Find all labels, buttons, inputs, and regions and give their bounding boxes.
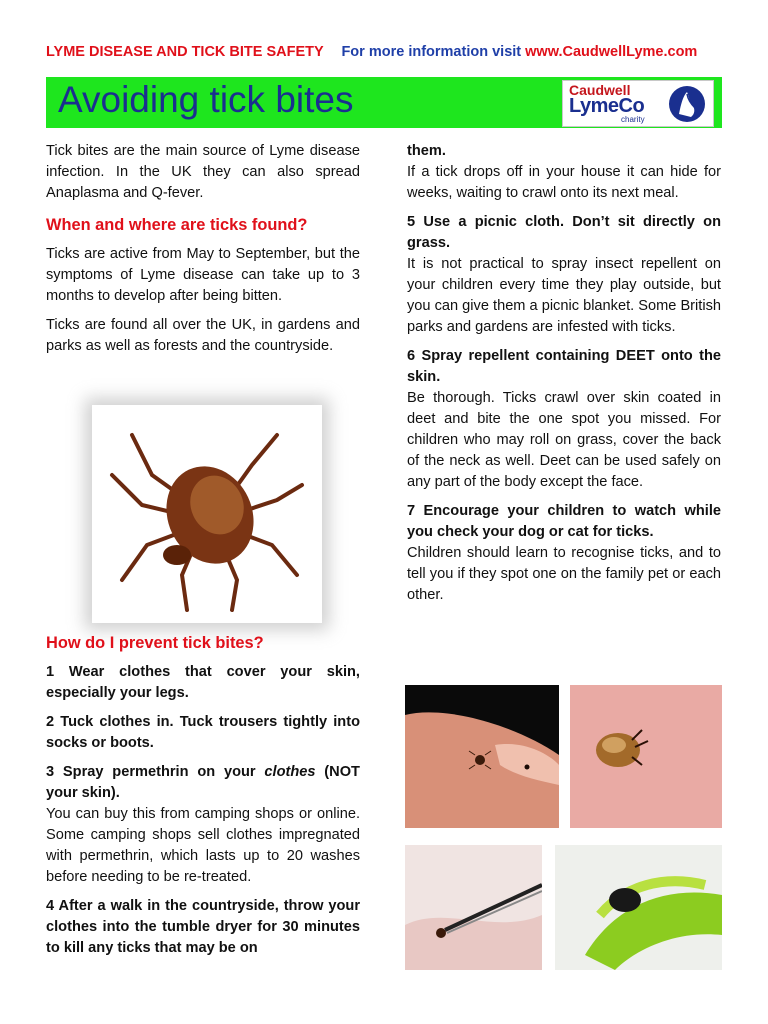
top-line [46,44,726,66]
tip-1-text: 1 Wear clothes that cover your skin, especially your legs. [46,664,360,701]
tip-3-text-a: 3 Spray permethrin on your [46,764,265,780]
photo-tweezers-tick [405,845,542,970]
tip-7-text: 7 Encourage your children to watch while you check your dog or cat for ticks. [407,503,721,540]
tip-5-body: It is not practical to spray insect repellent on your children every time they play outside, but you can give them a picnic blanket. Some British parks and gardens are infested with ticks. [407,256,721,335]
logo-line-1: Caudwell [569,82,631,98]
para-season: Ticks are active from May to September, but the symptoms of Lyme disease can take up to 3 months to develop after being bitten. [46,246,360,304]
tip-4-body: If a tick drops off in your house it can hide for weeks, waiting to crawl onto its next meal. [407,164,721,201]
tip-4 [46,896,360,959]
tip-7 [407,501,721,543]
banner-dot [716,112,720,116]
caudwell-lymeco-logo [562,80,714,127]
logo-line-2: LymeCo [569,95,645,117]
page-title: Avoiding tick bites [58,79,354,120]
tip-3-text-b: (NOT your skin). [46,764,360,801]
tip-6-body: Be thorough. Ticks crawl over skin coated in deet and bite the one spot you missed. For children who may roll on grass, cover the back of the neck as well. Deet can be used safely on any part of the body except the face. [407,390,721,490]
tip-5 [407,212,721,254]
tip-4-end-text: them. [407,143,446,159]
tip-1 [46,662,360,704]
tick-photo [92,405,322,623]
tip-4-text: 4 After a walk in the countryside, throw your clothes into the tumble dryer for 30 minutes to kill any ticks that may be on [46,898,360,956]
topic-label: LYME DISEASE AND TICK BITE SAFETY [46,44,324,60]
tip-3-emphasis: clothes [264,764,316,780]
right-column [407,141,721,614]
tick-illustration [92,405,322,623]
tip-2-text: 2 Tuck clothes in. Tuck trousers tightly into socks or boots. [46,714,360,751]
tip-6 [407,346,721,388]
info-prefix: For more information visit [341,44,522,60]
tip-3-body: You can buy this from camping shops or online. Some camping shops sell clothes impregnated with permethrin, which lasts up to 20 washes before needing to be re-treated. [46,806,360,885]
heading-when-where: When and where are ticks found? [46,216,308,234]
tip-6-text: 6 Spray repellent containing DEET onto the skin. [407,348,721,385]
left-column [46,141,360,365]
tip-3 [46,762,360,804]
para-locations: Ticks are found all over the UK, in gardens and parks as well as forests and the countryside. [46,317,360,354]
website-link[interactable]: www.CaudwellLyme.com [525,44,698,60]
left-column-tips [46,632,360,967]
photo-finger-ticks [405,685,559,828]
tip-5-text: 5 Use a picnic cloth. Don’t sit directly on grass. [407,214,721,251]
heading-prevent: How do I prevent tick bites? [46,634,264,652]
hands-logo-icon [667,84,707,124]
photo-engorged-tick [570,685,722,828]
logo-line-3: charity [621,115,645,124]
tip-2 [46,712,360,754]
tip-7-body: Children should learn to recognise ticks, and to tell you if they spot one on the family pet or each other. [407,545,721,603]
tip-4-end [407,141,721,162]
title-banner [46,77,722,128]
photo-tick-tool-pet [555,845,722,970]
intro-text: Tick bites are the main source of Lyme disease infection. In the UK they can also spread Anaplasma and Q-fever. [46,143,360,201]
